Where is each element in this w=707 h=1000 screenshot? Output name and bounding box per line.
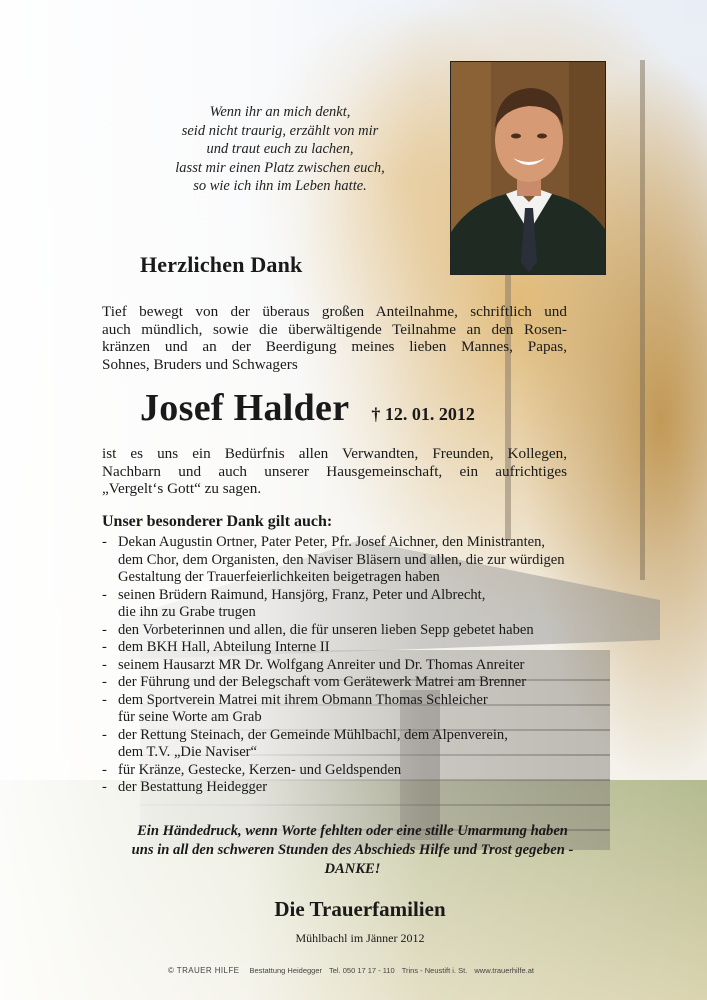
thanks-line: Nachbarn und auch unserer Hausgemeinschaft, ein aufrichtiges	[102, 462, 567, 480]
list-item	[102, 674, 602, 692]
thanks-paragraph	[102, 445, 567, 498]
list-item	[102, 587, 602, 622]
closing-line: Ein Händedruck, wenn Worte fehlten oder eine stille Umarmung haben	[137, 823, 568, 839]
list-item	[102, 657, 602, 675]
list-item-line: - dem Sportverein Matrei mit ihrem Obmann Thomas Schleicher	[118, 691, 488, 708]
signature: Die Trauerfamilien	[274, 897, 446, 921]
list-item	[102, 762, 602, 780]
list-item	[102, 622, 602, 640]
list-item-line: - der Bestattung Heidegger	[118, 779, 268, 795]
list-item-line: - der Führung und der Belegschaft vom Gerätewerk Matrei am Brenner	[118, 674, 527, 690]
poem-line: Wenn ihr an mich denkt,	[209, 104, 351, 120]
special-thanks-list	[102, 534, 602, 797]
intro-paragraph	[102, 303, 567, 373]
thanks-line: „Vergelt‘s Gott“ zu sagen.	[102, 480, 262, 498]
list-item-line: - seinen Brüdern Raimund, Hansjörg, Franz, Peter und Albrecht,	[118, 586, 486, 603]
intro-line: kränzen und an der Beerdigung meines lieben Mannes, Papas,	[102, 338, 567, 356]
list-item-line: dem T.V. „Die Naviser“	[118, 744, 258, 760]
list-item-line: - seinem Hausarzt MR Dr. Wolfgang Anreiter und Dr. Thomas Anreiter	[118, 656, 525, 673]
intro-line: Sohnes, Bruders und Schwagers	[102, 355, 298, 373]
thanks-line: ist es uns ein Bedürfnis allen Verwandten, Freunden, Kollegen,	[102, 445, 567, 462]
list-item-line: Gestaltung der Trauerfeierlichkeiten beigetragen haben	[118, 569, 440, 585]
list-item	[102, 639, 602, 657]
poem-line: so wie ich ihn im Leben hatte.	[193, 178, 367, 195]
footer-location: Trins - Neustift i. St.	[401, 966, 468, 975]
poem-line: und traut euch zu lachen,	[206, 141, 354, 158]
list-item-line: - dem BKH Hall, Abteilung Interne II	[118, 639, 330, 655]
list-item-line: - den Vorbeterinnen und allen, die für unseren lieben Sepp gebetet haben	[118, 621, 534, 638]
intro-line: auch mündlich, sowie die überwältigende Teilnahme an den Rosen-	[102, 320, 567, 338]
death-date: † 12. 01. 2012	[371, 404, 475, 424]
footer-company: Bestattung Heidegger	[249, 966, 323, 975]
footer-phone: Tel. 050 17 17 - 110	[328, 966, 395, 975]
footer	[0, 966, 707, 975]
deceased-name-row	[140, 386, 475, 430]
list-item	[102, 534, 602, 587]
list-item	[102, 727, 602, 762]
list-item-line: - der Rettung Steinach, der Gemeinde Mühlbachl, dem Alpenverein,	[118, 726, 508, 743]
list-item	[102, 692, 602, 727]
list-item-line: für seine Worte am Grab	[118, 709, 262, 725]
closing-line: uns in all den schweren Stunden des Abschieds Hilfe und Trost gegeben -	[131, 842, 574, 858]
portrait-photo	[450, 61, 606, 275]
list-item-line: - für Kränze, Gestecke, Kerzen- und Geldspenden	[118, 761, 402, 778]
footer-web: www.trauerhilfe.at	[474, 966, 534, 975]
list-item-line: die ihn zu Grabe trugen	[118, 604, 256, 620]
poem-line: lasst mir einen Platz zwischen euch,	[175, 159, 385, 176]
poem-line: seid nicht traurig, erzählt von mir	[181, 122, 379, 139]
footer-brand: © TRAUER HILFE	[168, 966, 240, 975]
special-thanks-heading: Unser besonderer Dank gilt auch:	[102, 513, 333, 530]
list-item-line: dem Chor, dem Organisten, den Naviser Bläsern und allen, die zur würdigen	[118, 551, 565, 568]
place-date: Mühlbachl im Jänner 2012	[295, 931, 425, 945]
deceased-name: Josef Halder	[140, 387, 350, 429]
list-item-line: - Dekan Augustin Ortner, Pater Peter, Pfr. Josef Aichner, den Ministranten,	[118, 534, 546, 550]
closing-message	[90, 822, 615, 879]
memorial-poem	[120, 103, 440, 196]
intro-line: Tief bewegt von der überaus großen Anteilnahme, schriftlich und	[102, 303, 567, 320]
list-item	[102, 779, 602, 797]
page-heading: Herzlichen Dank	[140, 252, 303, 277]
closing-line: DANKE!	[324, 861, 381, 877]
